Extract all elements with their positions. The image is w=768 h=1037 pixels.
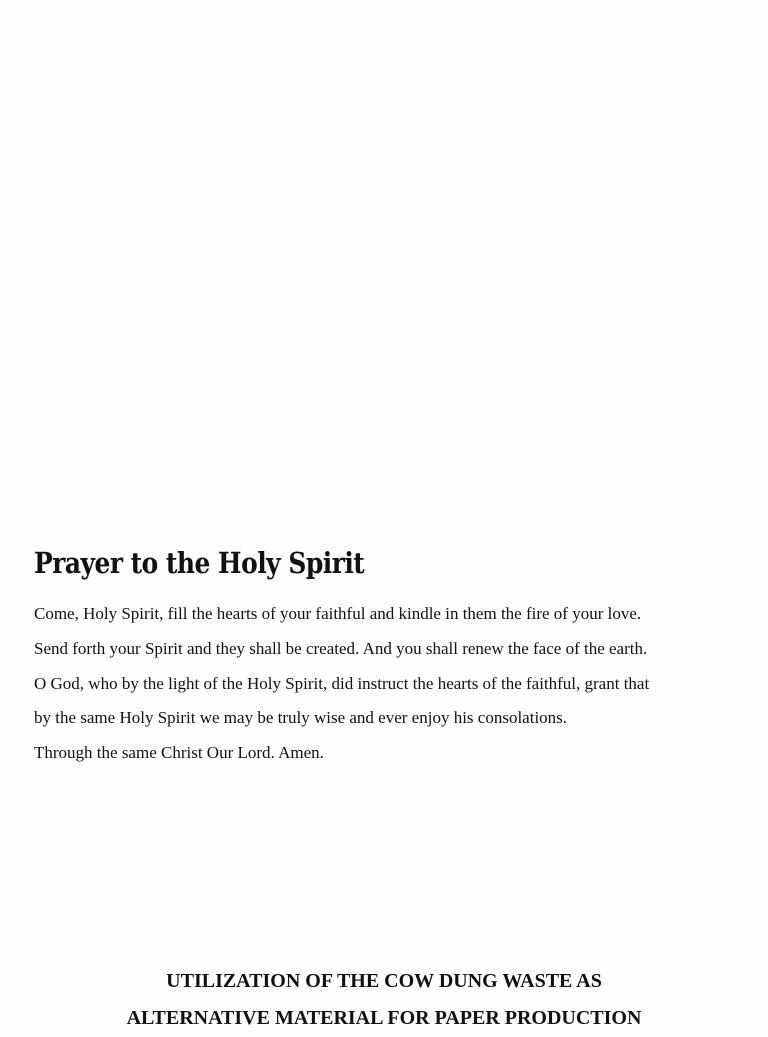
document-title-line: UTILIZATION OF THE COW DUNG WASTE AS [166, 970, 602, 992]
prayer-line: Through the same Christ Our Lord. Amen. [34, 743, 324, 763]
prayer-line: Come, Holy Spirit, fill the hearts of your faithful and kindle in them the fire of your love. [34, 604, 642, 623]
document-title-line: ALTERNATIVE MATERIAL FOR PAPER PRODUCTION [126, 1007, 642, 1029]
prayer-line: by the same Holy Spirit we may be truly wise and ever enjoy his consolations. [34, 708, 568, 728]
prayer-title: Prayer to the Holy Spirit [34, 546, 365, 580]
prayer-line: O God, who by the light of the Holy Spirit, did instruct the hearts of the faithful, grant that [34, 673, 650, 693]
prayer-line: Send forth your Spirit and they shall be created. And you shall renew the face of the earth. [34, 638, 648, 658]
prayer-section [34, 543, 734, 771]
document-title [0, 963, 768, 1037]
